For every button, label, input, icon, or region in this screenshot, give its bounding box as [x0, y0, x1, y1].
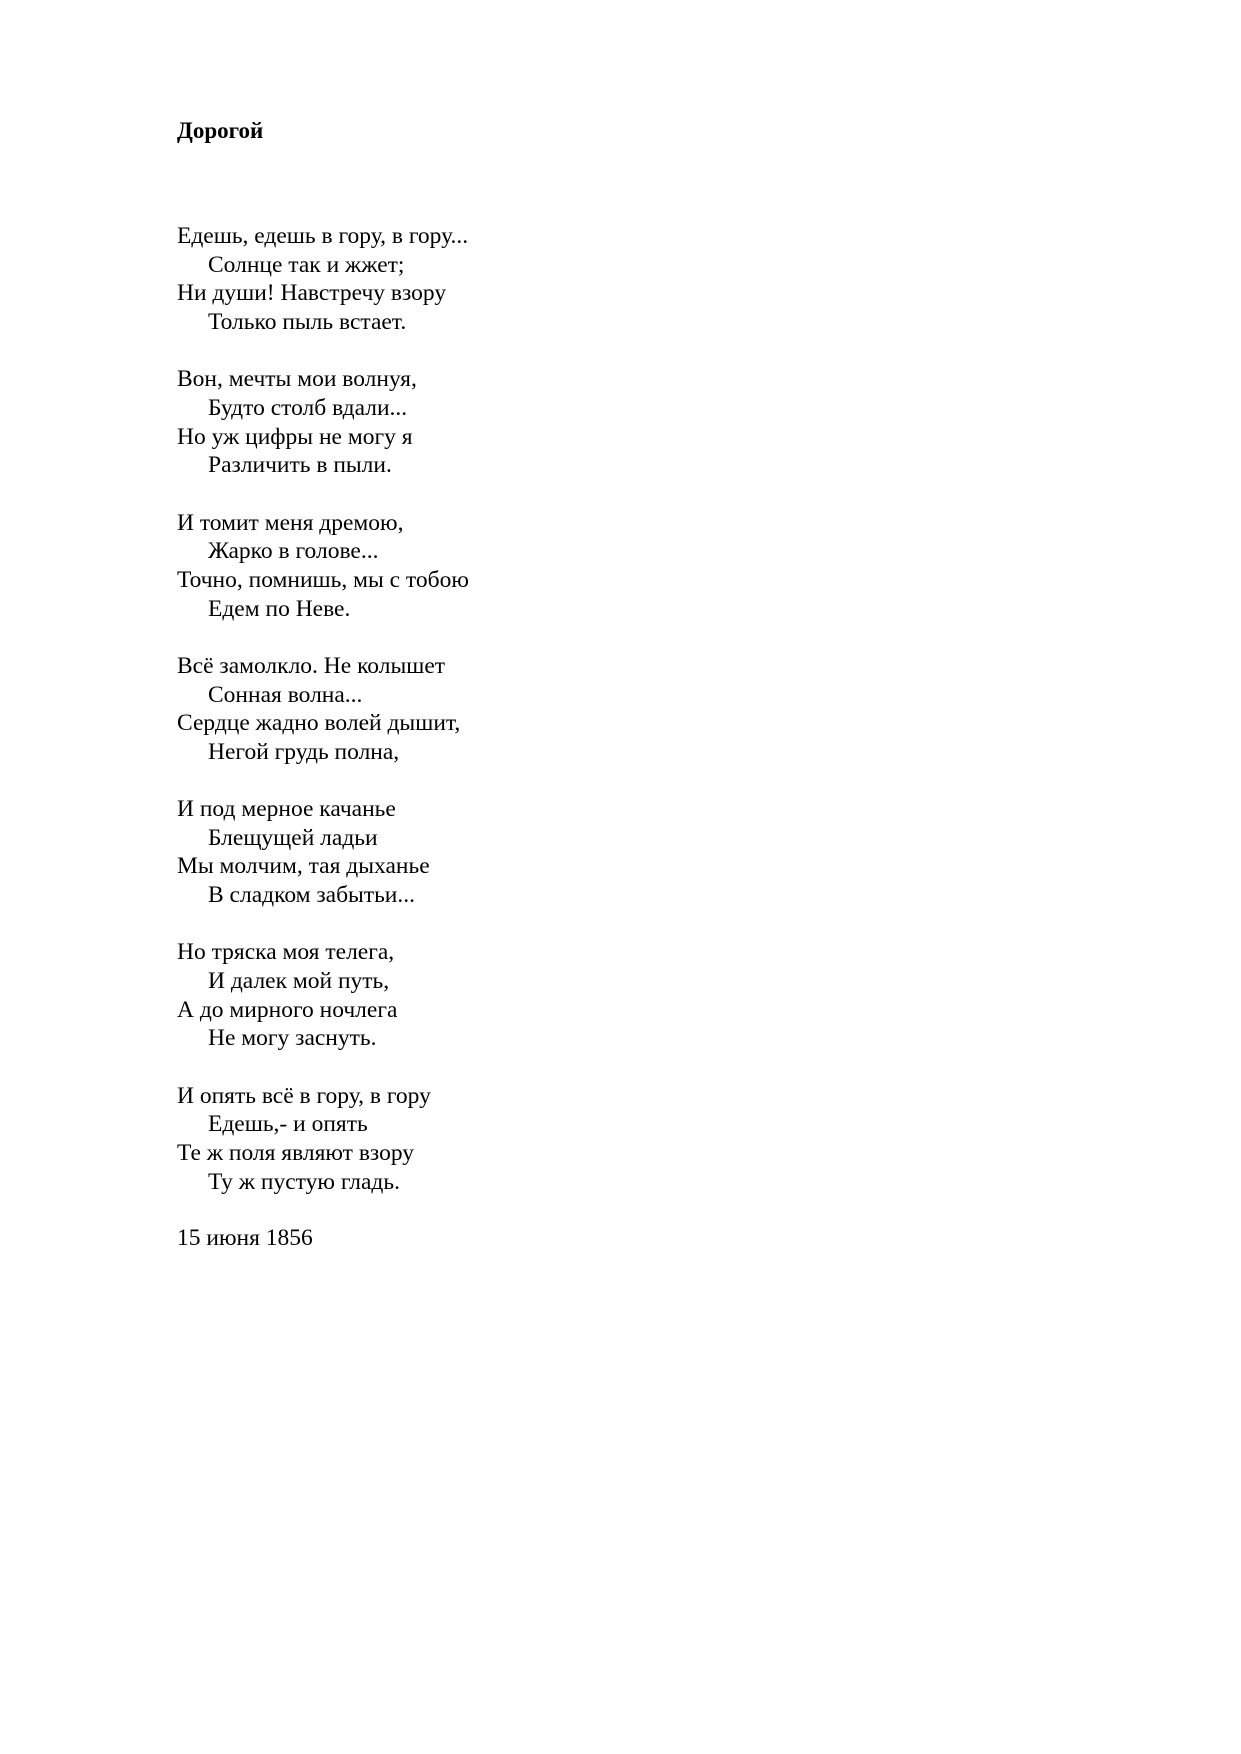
poem-line: А до мирного ночлега [177, 996, 398, 1023]
poem-title: Дорогой [177, 118, 264, 143]
stanza-7 [177, 1082, 1077, 1197]
poem-line: Всё замолкло. Не колышет [177, 652, 446, 679]
poem-line: Различить в пыли. [208, 452, 392, 479]
poem-line: В сладком забытьи... [208, 882, 416, 909]
poem-line: Мы молчим, тая дыханье [177, 853, 430, 880]
poem-line: Блещущей ладьи [208, 824, 378, 851]
poem-line: Ту ж пустую гладь. [208, 1168, 400, 1195]
poem-line: Негой грудь полна, [208, 738, 400, 765]
poem-line: Ни души! Навстречу взору [177, 280, 447, 307]
poem-line: Едешь, едешь в гору, в гору... [177, 223, 469, 249]
stanza-3 [177, 509, 1077, 624]
poem-line: Но уж цифры не могу я [177, 423, 413, 450]
poem-line: Едем по Неве. [208, 595, 351, 622]
poem-line: Сердце жадно волей дышит, [177, 710, 461, 737]
poem-line: Жарко в голове... [208, 538, 379, 565]
stanza-6 [177, 938, 1077, 1053]
poem-line: Но тряска моя телега, [177, 939, 395, 966]
poem-line: Будто столб вдали... [208, 394, 408, 421]
stanza-5 [177, 795, 1077, 910]
stanza-1 [177, 222, 1077, 337]
poem-line: Только пыль встает. [208, 308, 407, 335]
poem-line: Не могу заснуть. [208, 1025, 377, 1052]
poem-line: Те ж поля являют взору [177, 1140, 415, 1166]
stanza-4 [177, 652, 1077, 767]
poem-line: И далек мой путь, [208, 968, 390, 995]
poem-body [177, 222, 1077, 1196]
poem-line: Едешь,- и опять [208, 1111, 368, 1138]
poem-line: Вон, мечты мои волнуя, [177, 366, 417, 393]
poem-line: Солнце так и жжет; [208, 251, 405, 278]
stanza-2 [177, 365, 1077, 480]
poem-line: И томит меня дремою, [177, 509, 404, 536]
poem-line: И под мерное качанье [177, 796, 396, 823]
poem-line: Сонная волна... [208, 681, 363, 708]
poem-date: 15 июня 1856 [177, 1224, 313, 1251]
poem-line: Точно, помнишь, мы с тобою [177, 566, 469, 593]
poem-line: И опять всё в гору, в гору [177, 1082, 431, 1109]
document-page [177, 117, 1077, 1253]
